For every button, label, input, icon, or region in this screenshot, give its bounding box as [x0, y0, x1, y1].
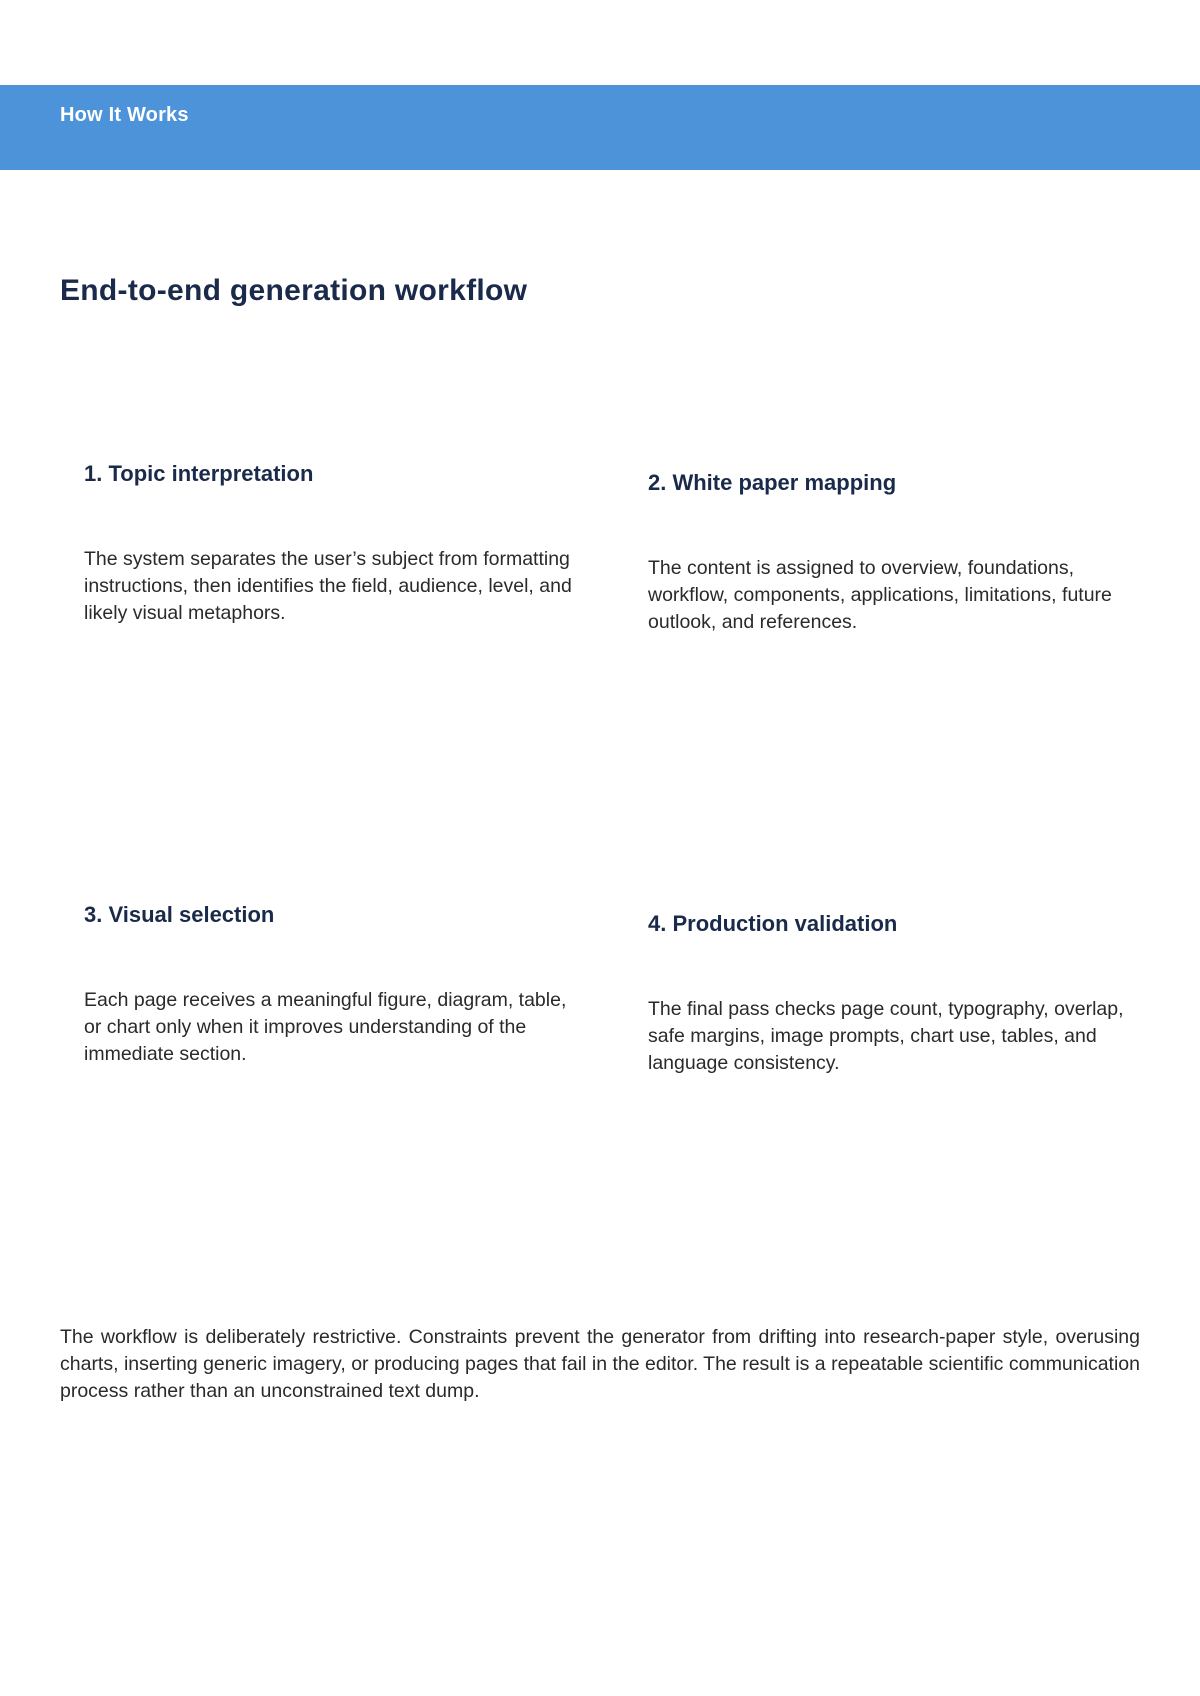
page-title: End-to-end generation workflow	[60, 274, 528, 307]
workflow-step-4	[648, 911, 1148, 1077]
step-description: Each page receives a meaningful figure, diagram, table, or chart only when it improves understanding of the immediate section.	[84, 989, 567, 1065]
section-header-title: How It Works	[60, 104, 189, 126]
header-band	[0, 85, 1200, 170]
summary-paragraph: The workflow is deliberately restrictive. Constraints prevent the generator from drifting into research-paper style, overusing charts, inserting generic imagery, or producing pages that fail in the editor. The result is a repeatable scientific communication process rather than an unconstrained text dump.	[60, 1326, 1140, 1402]
step-title: 2. White paper mapping	[648, 470, 897, 495]
workflow-step-2	[648, 470, 1148, 636]
step-description: The system separates the user’s subject from formatting instructions, then identifies the field, audience, level, and likely visual metaphors.	[84, 548, 572, 624]
step-title: 4. Production validation	[648, 911, 898, 936]
step-description: The content is assigned to overview, foundations, workflow, components, applications, limitations, future outlook, and references.	[648, 557, 1112, 633]
workflow-step-1	[84, 461, 584, 627]
step-description: The final pass checks page count, typography, overlap, safe margins, image prompts, chart use, tables, and language consistency.	[648, 998, 1124, 1074]
step-title: 3. Visual selection	[84, 902, 275, 927]
workflow-step-3	[84, 902, 584, 1068]
step-title: 1. Topic interpretation	[84, 461, 314, 486]
